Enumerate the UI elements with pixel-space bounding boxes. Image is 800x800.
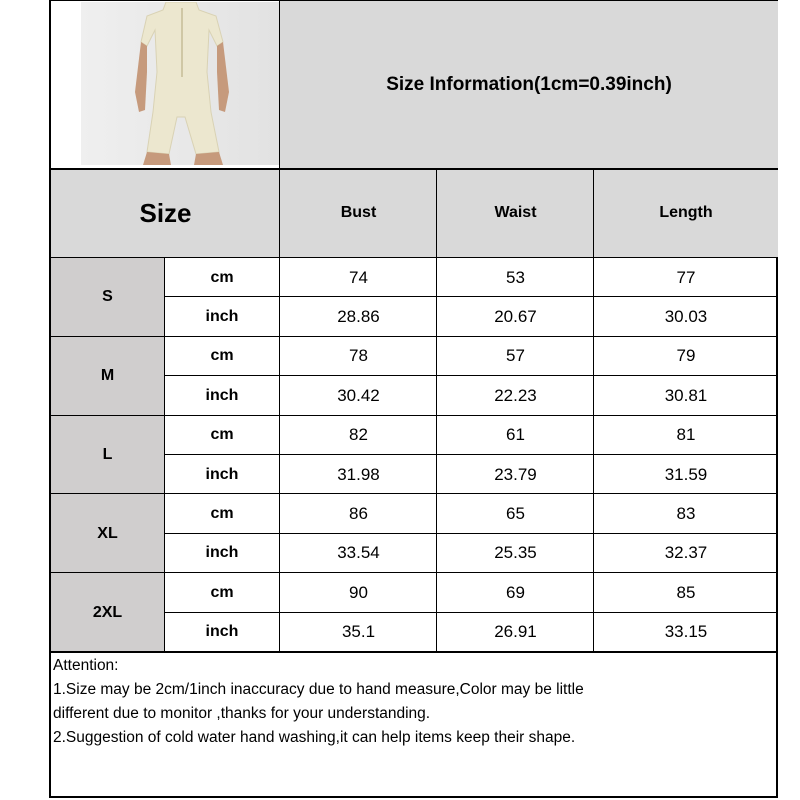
measurement-value: 90: [349, 582, 368, 602]
size-label-cell: [51, 573, 164, 652]
unit-cell: [165, 297, 279, 336]
value-cell: [437, 573, 594, 612]
measurement-value: 53: [506, 267, 525, 287]
unit-label: cm: [210, 426, 234, 444]
chart-title: Size Information(1cm=0.39inch): [386, 73, 672, 95]
unit-label: cm: [210, 347, 234, 365]
measurement-value: 79: [676, 346, 696, 366]
measurement-value: 83: [676, 504, 696, 524]
measurement-value: 31.59: [664, 464, 708, 484]
measurement-value: 22.23: [494, 385, 537, 405]
unit-cell: [165, 416, 279, 455]
value-cell: [594, 258, 778, 297]
measurement-value: 78: [349, 346, 368, 366]
attention-line-3: 2.Suggestion of cold water hand washing,it can help items keep their shape.: [53, 729, 576, 746]
unit-label: inch: [205, 386, 239, 404]
value-cell: [437, 297, 594, 336]
measurement-value: 81: [676, 425, 696, 445]
measurement-value: 33.54: [337, 543, 380, 563]
value-cell: [594, 534, 778, 573]
value-cell: [280, 297, 437, 336]
waist-header: Waist: [494, 204, 537, 221]
length-header-cell: [594, 169, 778, 257]
unit-cell: [165, 258, 279, 297]
value-cell: [437, 416, 594, 455]
size-label: 2XL: [92, 603, 123, 621]
value-cell: [437, 376, 594, 415]
size-label: L: [102, 445, 113, 463]
measurement-value: 26.91: [494, 622, 537, 642]
value-cell: [594, 455, 778, 494]
value-cell: [594, 376, 778, 415]
attention-notes: [53, 654, 773, 750]
value-cell: [280, 613, 437, 652]
value-cell: [594, 297, 778, 336]
measurement-value: 20.67: [494, 307, 537, 327]
value-cell: [594, 416, 778, 455]
size-label: S: [102, 288, 113, 306]
bust-header: Bust: [340, 204, 377, 221]
value-cell: [594, 337, 778, 376]
measurement-value: 86: [349, 504, 368, 524]
unit-cell: [165, 376, 279, 415]
unit-cell: [165, 573, 279, 612]
size-header-cell: [51, 169, 280, 257]
value-cell: [437, 337, 594, 376]
unit-cell: [165, 337, 279, 376]
unit-label: inch: [205, 308, 239, 326]
measurement-value: 30.03: [664, 307, 708, 327]
size-label: M: [100, 367, 115, 385]
attention-line-1: 1.Size may be 2cm/1inch inaccuracy due to hand measure,Color may be little: [53, 681, 584, 698]
measurement-value: 77: [676, 267, 696, 287]
size-label-cell: [51, 416, 164, 495]
size-heading: Size: [139, 197, 192, 228]
value-cell: [280, 534, 437, 573]
size-chart: [49, 0, 778, 798]
measurement-value: 65: [506, 504, 525, 524]
measurement-value: 57: [506, 346, 525, 366]
measurement-value: 35.1: [341, 622, 376, 642]
unit-label: cm: [210, 268, 234, 286]
measurement-value: 82: [349, 425, 368, 445]
value-cell: [280, 455, 437, 494]
unit-label: inch: [205, 623, 239, 641]
value-cell: [594, 573, 778, 612]
value-cell: [437, 455, 594, 494]
value-cell: [594, 494, 778, 533]
measurement-value: 30.42: [337, 385, 380, 405]
size-label-cell: [51, 337, 164, 416]
measurement-value: 32.37: [664, 543, 708, 563]
value-cell: [437, 613, 594, 652]
value-cell: [437, 534, 594, 573]
unit-label: cm: [210, 505, 234, 523]
value-cell: [280, 573, 437, 612]
size-label-cell: [51, 494, 164, 573]
unit-label: inch: [205, 544, 239, 562]
waist-header-cell: [437, 169, 594, 257]
value-cell: [280, 337, 437, 376]
unit-label: inch: [205, 465, 239, 483]
value-cell: [280, 416, 437, 455]
measurement-value: 85: [676, 582, 696, 602]
measurement-value: 28.86: [337, 307, 380, 327]
value-cell: [280, 376, 437, 415]
unit-cell: [165, 534, 279, 573]
unit-cell: [165, 494, 279, 533]
measurement-value: 31.98: [337, 464, 380, 484]
measurement-value: 61: [506, 425, 525, 445]
measurement-value: 30.81: [664, 385, 708, 405]
title-cell: [280, 0, 778, 169]
measurement-value: 23.79: [494, 464, 537, 484]
unit-label: cm: [210, 583, 234, 601]
measurement-value: 33.15: [664, 622, 708, 642]
product-photo-icon: [81, 2, 279, 165]
measurement-value: 69: [506, 582, 525, 602]
bust-header-cell: [280, 169, 437, 257]
value-cell: [437, 258, 594, 297]
value-cell: [437, 494, 594, 533]
unit-cell: [165, 613, 279, 652]
attention-line-2: different due to monitor ,thanks for your understanding.: [53, 705, 431, 722]
size-label: XL: [97, 524, 118, 542]
measurement-value: 25.35: [494, 543, 537, 563]
unit-cell: [165, 455, 279, 494]
value-cell: [280, 494, 437, 533]
attention-heading: Attention:: [53, 657, 119, 674]
value-cell: [594, 613, 778, 652]
size-label-cell: [51, 258, 164, 337]
value-cell: [280, 258, 437, 297]
measurement-value: 74: [349, 267, 368, 287]
length-header: Length: [659, 204, 713, 221]
